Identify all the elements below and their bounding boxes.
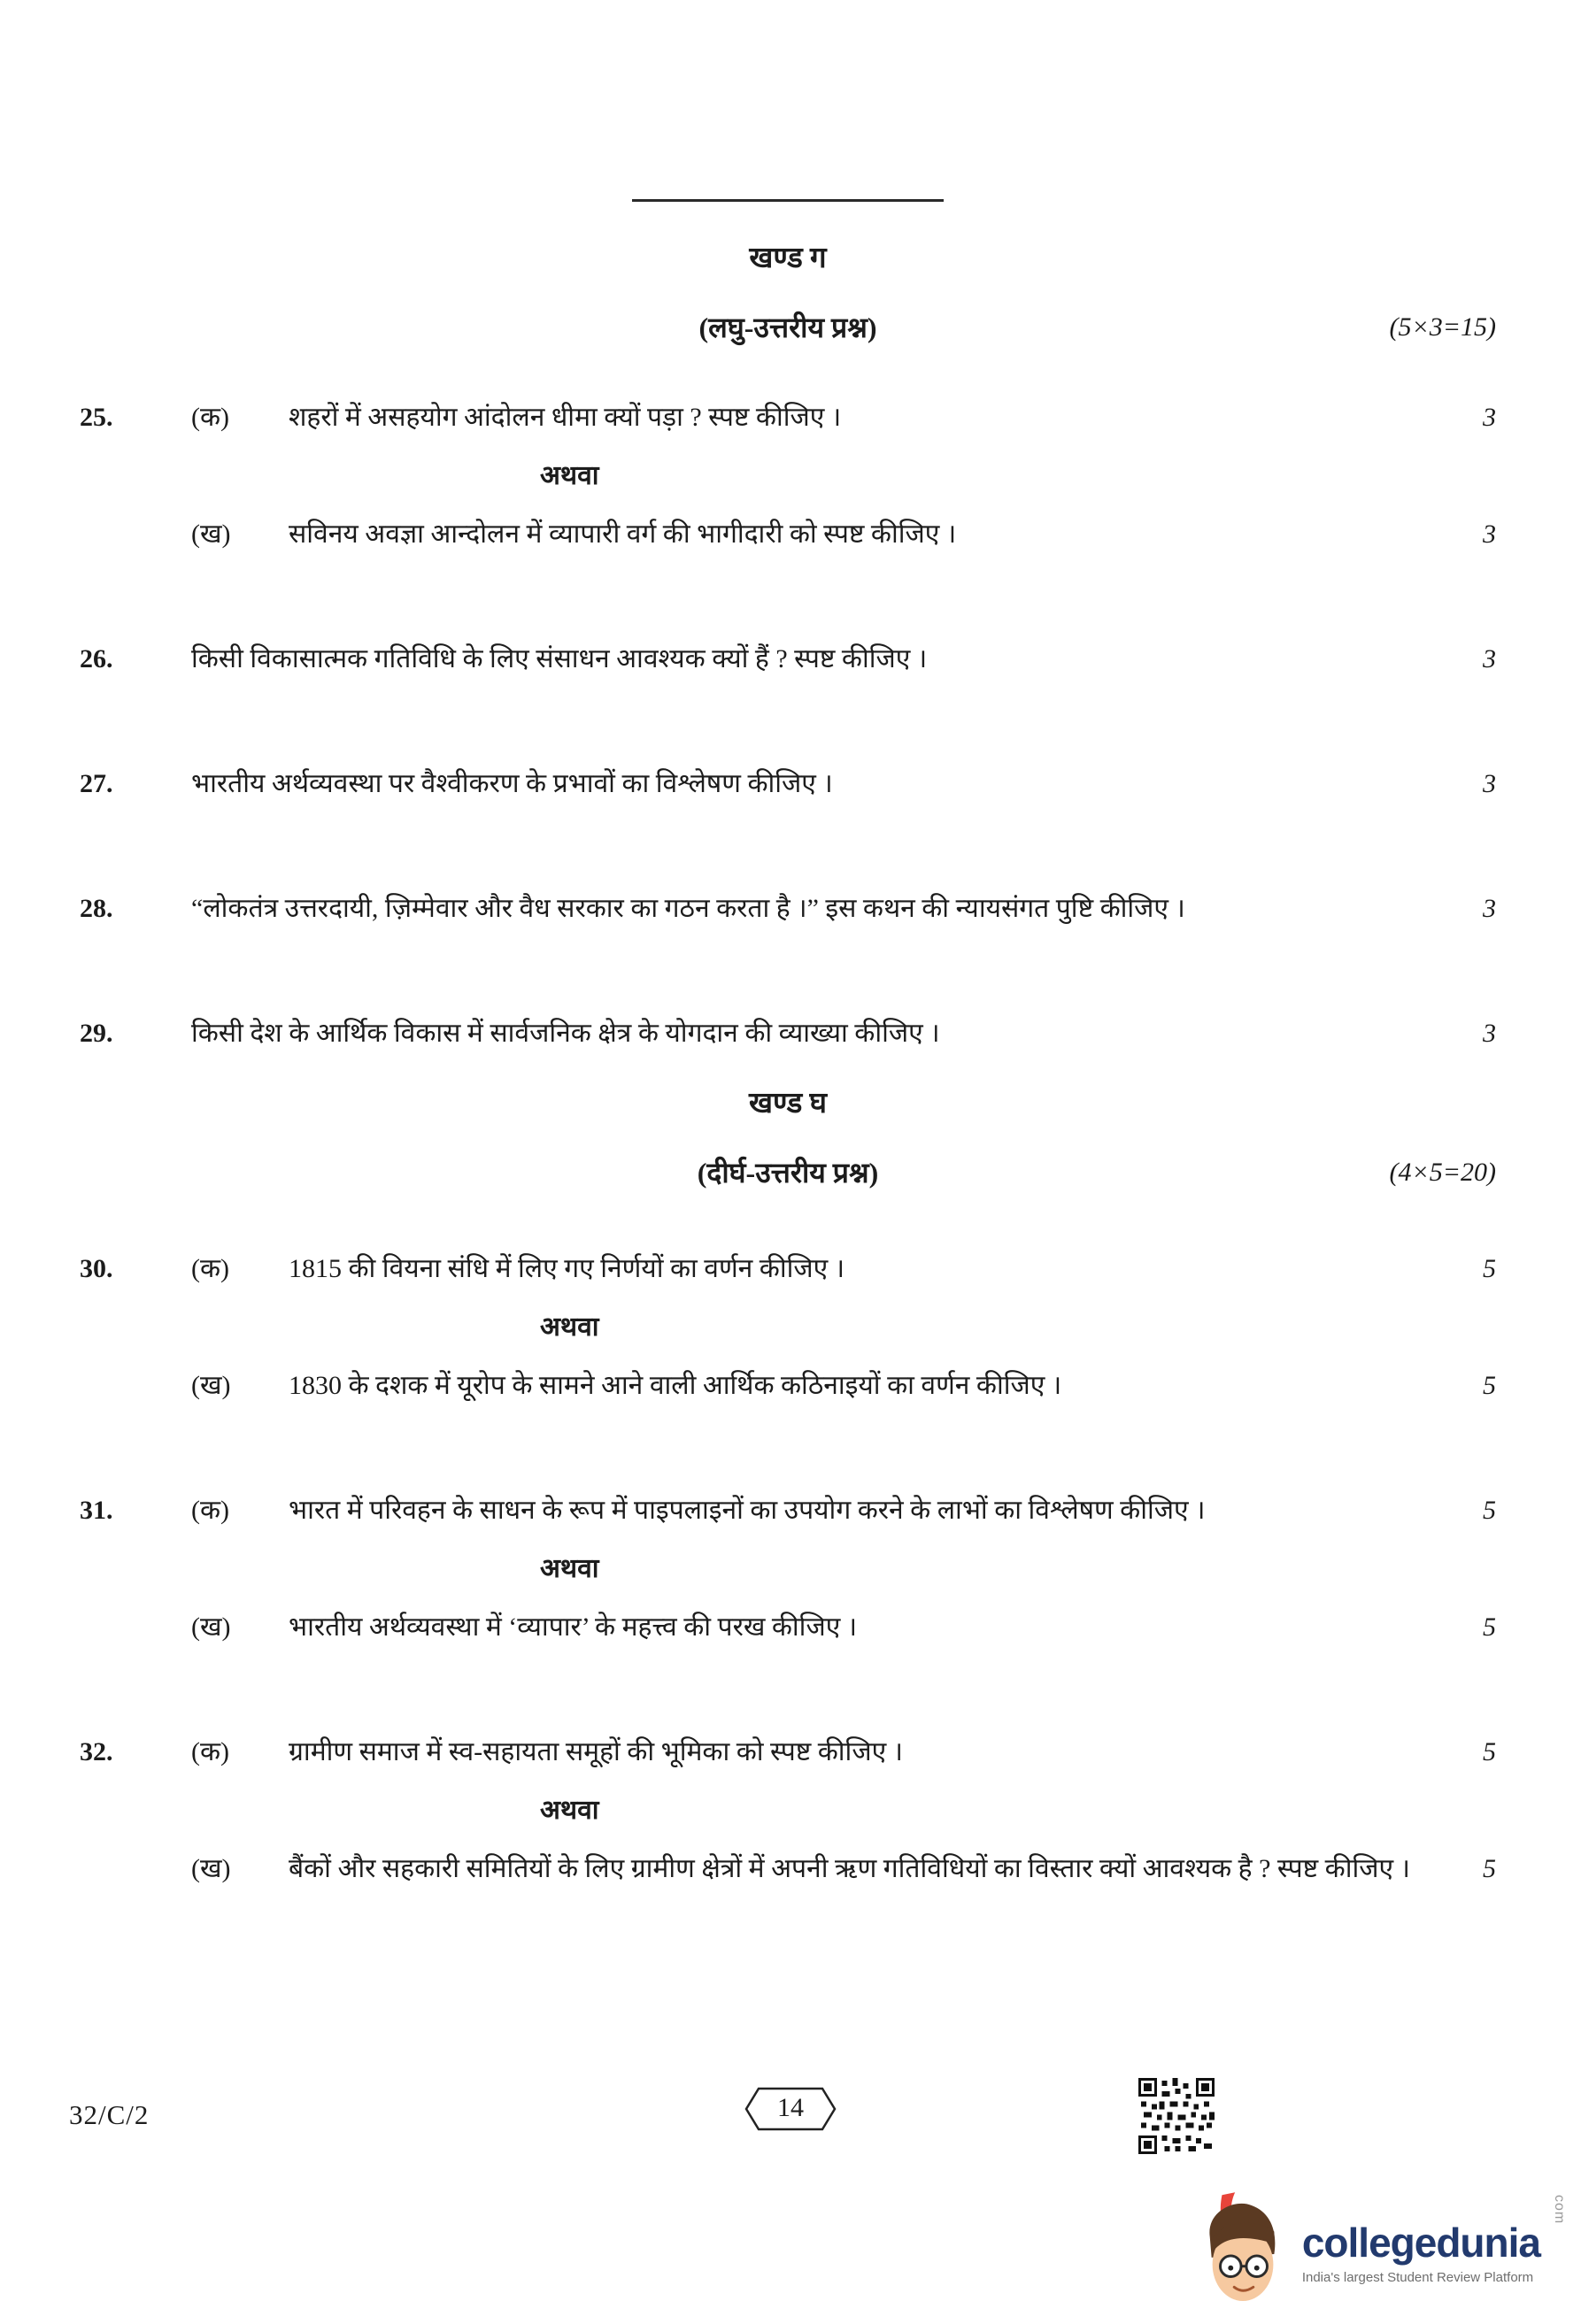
question-number: 27.: [80, 769, 113, 798]
marks-value: 5: [1483, 1371, 1496, 1400]
marks-value: 5: [1483, 1496, 1496, 1525]
marks-value: 5: [1483, 1854, 1496, 1883]
section-c-subtitle-row: [80, 306, 1496, 349]
brand-tld: com: [1552, 2195, 1567, 2225]
or-separator: अथवा: [540, 1796, 599, 1825]
question-number: 29.: [80, 1019, 113, 1048]
section-d-subtitle: (दीर्घ-उत्तरीय प्रश्न): [697, 1157, 879, 1189]
part-label: (क): [191, 1254, 230, 1283]
brand-name: collegedunia: [1301, 2220, 1540, 2266]
marks-value: 3: [1483, 1019, 1496, 1048]
question-text: भारत में परिवहन के साधन के रूप में पाइपलाइनों का उपयोग करने के लाभों का विश्लेषण कीजिए ।: [289, 1496, 1206, 1525]
question-row-25a: [80, 397, 1496, 438]
question-text: सविनय अवज्ञा आन्दोलन में व्यापारी वर्ग की भागीदारी को स्पष्ट कीजिए ।: [289, 519, 957, 549]
section-c-title: खण्ड ग: [749, 242, 827, 274]
question-number: 32.: [80, 1737, 113, 1766]
question-row-30a: [80, 1249, 1496, 1289]
question-row-29: [80, 1013, 1496, 1054]
marks-value: 3: [1483, 519, 1496, 549]
marks-value: 5: [1483, 1612, 1496, 1642]
part-label: (ख): [191, 1612, 231, 1642]
or-separator: अथवा: [540, 1554, 599, 1583]
question-text: ग्रामीण समाज में स्व-सहायता समूहों की भूमिका को स्पष्ट कीजिए ।: [289, 1737, 904, 1766]
question-row-30b: [80, 1366, 1496, 1406]
brand-tagline: India's largest Student Review Platform: [1301, 2269, 1534, 2285]
question-text: शहरों में असहयोग आंदोलन धीमा क्यों पड़ा ? स्पष्ट कीजिए ।: [289, 403, 842, 432]
brand-text-block: [1302, 2221, 1540, 2284]
question-text: भारतीय अर्थव्यवस्था पर वैश्वीकरण के प्रभावों का विश्लेषण कीजिए ।: [191, 769, 833, 798]
question-row-32b: [80, 1849, 1496, 1889]
part-label: (ख): [191, 1371, 231, 1400]
question-row-26: [80, 639, 1496, 680]
part-label: (क): [191, 403, 230, 432]
marks-value: 3: [1483, 644, 1496, 673]
question-text: किसी देश के आर्थिक विकास में सार्वजनिक क्षेत्र के योगदान की व्याख्या कीजिए ।: [191, 1019, 940, 1048]
question-text: 1830 के दशक में यूरोप के सामने आने वाली आर्थिक कठिनाइयों का वर्णन कीजिए ।: [289, 1371, 1062, 1400]
marks-value: 5: [1483, 1737, 1496, 1766]
part-label: (क): [191, 1496, 230, 1525]
paper-code: 32/C/2: [69, 2099, 150, 2130]
section-d-subtitle-row: [80, 1151, 1496, 1194]
top-divider: [632, 199, 944, 202]
question-row-31b: [80, 1607, 1496, 1648]
section-c-subtitle: (लघु-उत्तरीय प्रश्न): [698, 312, 877, 343]
question-row-27: [80, 764, 1496, 804]
or-separator: अथवा: [540, 1312, 599, 1342]
question-text: किसी विकासात्मक गतिविधि के लिए संसाधन आवश्यक क्यों हैं ? स्पष्ट कीजिए ।: [191, 644, 928, 673]
or-separator: अथवा: [540, 461, 599, 490]
question-text: भारतीय अर्थव्यवस्था में ‘व्यापार’ के महत्त्व की परख कीजिए ।: [289, 1612, 858, 1642]
question-text: 1815 की वियना संधि में लिए गए निर्णयों का वर्णन कीजिए ।: [289, 1254, 845, 1283]
question-text: बैंकों और सहकारी समितियों के लिए ग्रामीण क्षेत्रों में अपनी ऋण गतिविधियों का विस्तार क्यों आवश्यक है ? स्पष्ट कीजिए ।: [289, 1854, 1410, 1883]
question-number: 25.: [80, 403, 113, 432]
question-number: 31.: [80, 1496, 113, 1525]
section-d-marks-note: (4×5=20): [1389, 1158, 1496, 1187]
question-number: 28.: [80, 894, 113, 923]
question-row-25b: [80, 514, 1496, 555]
section-d-title: खण्ड घ: [748, 1088, 828, 1120]
question-row-28: [80, 889, 1496, 929]
qr-code-icon: [1138, 2078, 1215, 2154]
question-number: 26.: [80, 644, 113, 673]
question-row-31a: [80, 1490, 1496, 1531]
page-number: 14: [777, 2093, 804, 2122]
page-number-badge: [744, 2087, 837, 2131]
part-label: (ख): [191, 1854, 231, 1883]
marks-value: 3: [1483, 403, 1496, 432]
mascot-icon: [1196, 2188, 1292, 2319]
section-c-marks-note: (5×3=15): [1389, 312, 1496, 342]
marks-value: 3: [1483, 894, 1496, 923]
part-label: (ख): [191, 519, 231, 549]
part-label: (क): [191, 1737, 230, 1766]
collegedunia-logo: [1196, 2188, 1567, 2319]
marks-value: 5: [1483, 1254, 1496, 1283]
marks-value: 3: [1483, 769, 1496, 798]
question-text: “लोकतंत्र उत्तरदायी, ज़िम्मेवार और वैध सरकार का गठन करता है ।” इस कथन की न्यायसंगत पुष्टि कीजिए ।: [191, 894, 1185, 923]
question-number: 30.: [80, 1254, 113, 1283]
question-row-32a: [80, 1732, 1496, 1773]
